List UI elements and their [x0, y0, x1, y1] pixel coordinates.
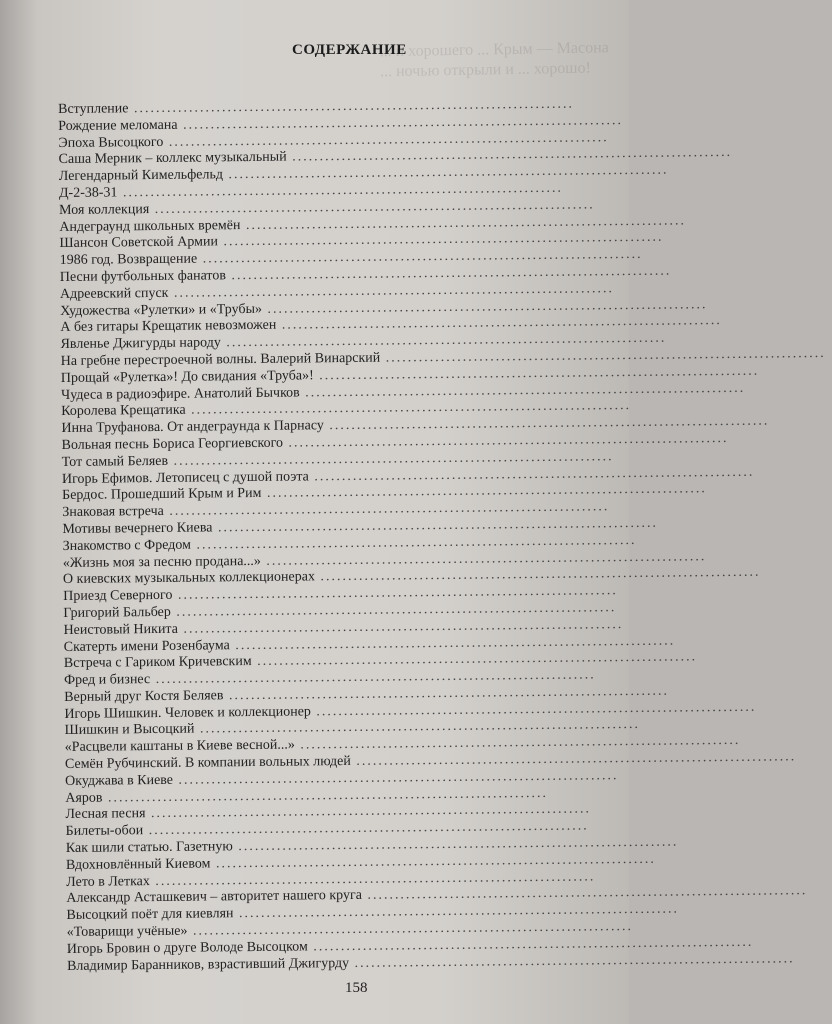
bleed-through-line: ... и хорошего ... Крым — Масона: [379, 39, 609, 61]
toc-leader-dots: ................................................................................: [212, 515, 659, 536]
toc-entry-title: Шансон Советской Армии: [59, 234, 219, 252]
toc-leader-dots: ................................................................................: [308, 464, 755, 484]
toc-leader-dots: ................................................................................: [168, 280, 614, 301]
table-of-contents: [58, 96, 826, 976]
toc-entry-title: Неистовый Никита: [63, 621, 178, 638]
toc-leader-dots: ................................................................................: [282, 430, 729, 451]
toc-entry-title: Адреевский спуск: [59, 285, 169, 302]
toc-leader-dots: ................................................................................: [286, 145, 733, 165]
toc-leader-dots: ................................................................................: [361, 883, 808, 904]
toc-entry-title: Приезд Северного: [63, 587, 173, 605]
toc-leader-dots: ................................................................................: [128, 96, 575, 117]
toc-entry-title: «Расцвели каштаны в Киеве весной...»: [64, 737, 295, 756]
toc-leader-dots: ................................................................................: [217, 230, 664, 250]
toc-leader-dots: ................................................................................: [197, 247, 643, 267]
toc-leader-dots: ................................................................................: [172, 768, 619, 788]
toc-leader-dots: ................................................................................: [299, 380, 746, 401]
toc-entry-title: Окуджава в Киеве: [65, 772, 174, 789]
toc-entry-title: Вдохновлённый Киевом: [65, 856, 211, 873]
toc-leader-dots: ................................................................................: [149, 197, 595, 217]
toc-leader-dots: ................................................................................: [117, 180, 564, 201]
toc-entry-title: Чудеса в радиоэфире. Анатолий Бычков: [60, 385, 300, 403]
toc-entry-title: Эпоха Высоцкого: [58, 134, 164, 151]
toc-leader-dots: ................................................................................: [187, 919, 634, 939]
bleed-through-text: [379, 38, 640, 103]
toc-entry-title: 1986 год. Возвращение: [59, 251, 198, 269]
toc-entry-title: Явленье Джигурды народу: [60, 335, 221, 353]
toc-entry-title: Художества «Рулетки» и «Трубы»: [60, 301, 263, 319]
toc-leader-dots: ................................................................................: [149, 869, 596, 889]
toc-entry-title: Мотивы вечернего Киева: [62, 520, 213, 537]
page-number: 158: [345, 980, 368, 996]
toc-leader-dots: ................................................................................: [143, 818, 589, 839]
page-title: СОДЕРЖАНИЕ: [292, 42, 407, 58]
toc-entry-title: Саша Мерник – коллекс музыкальный: [58, 149, 287, 168]
toc-entry-title: Д-2-38-31: [58, 185, 118, 201]
toc-entry-title: Бердос. Прошедший Крым и Рим: [62, 486, 262, 504]
toc-entry-title: «Жизнь моя за песню продана...»: [62, 553, 261, 571]
toc-leader-dots: ................................................................................: [210, 851, 656, 872]
toc-entry-title: «Товарищи учёные»: [66, 923, 188, 941]
toc-entry-title: Билеты-обои: [65, 823, 144, 840]
toc-leader-dots: ................................................................................: [240, 213, 687, 233]
toc-leader-dots: ................................................................................: [350, 749, 797, 770]
toc-leader-dots: ................................................................................: [223, 683, 669, 704]
toc-leader-dots: ................................................................................: [167, 448, 614, 469]
toc-entry-title: Вольная песнь Бориса Георгиевского: [61, 435, 284, 453]
toc-leader-dots: ................................................................................: [225, 263, 672, 284]
toc-leader-dots: ................................................................................: [349, 950, 795, 971]
toc-entry-title: Григорий Бальбер: [63, 604, 171, 621]
toc-entry-title: На гребне перестроечной волны. Валерий Винарский: [60, 350, 381, 369]
toc-leader-dots: ................................................................................: [220, 330, 667, 351]
toc-leader-dots: ................................................................................: [380, 345, 826, 366]
toc-entry-title: Королева Крещатика: [61, 403, 186, 420]
toc-leader-dots: ................................................................................: [310, 699, 757, 720]
toc-entry-title: Моя коллекция: [59, 201, 150, 218]
bleed-through-line: ... ночью открыли и ... хорошо!: [379, 59, 592, 81]
toc-leader-dots: ................................................................................: [232, 834, 679, 855]
toc-entry-title: Песни футбольных фанатов: [59, 268, 227, 285]
toc-leader-dots: ................................................................................: [163, 129, 609, 150]
toc-leader-dots: ................................................................................: [194, 717, 641, 738]
toc-entry-title: Александр Асташкевич – авторитет нашего круга: [66, 888, 362, 907]
toc-entry-title: Тот самый Беляев: [61, 453, 169, 470]
toc-entry-title: О киевских музыкальных коллекционерах: [62, 569, 316, 588]
toc-leader-dots: ................................................................................: [313, 363, 760, 384]
toc-entry-title: Скатерть имени Розенбаума: [63, 637, 230, 655]
toc-entry-title: Семён Рубчинский. В компании вольных людей: [64, 754, 351, 773]
toc-leader-dots: ................................................................................: [222, 162, 669, 183]
toc-leader-dots: ................................................................................: [145, 801, 592, 822]
toc-leader-dots: ................................................................................: [261, 296, 708, 317]
toc-entry-title: Игорь Бровин о друге Володе Высоцком: [66, 939, 308, 957]
toc-entry-title: Встреча с Гариком Кричевским: [63, 654, 252, 672]
toc-entry-title: Фред и бизнес: [63, 672, 151, 689]
toc-entry-title: Вступление: [58, 101, 129, 117]
toc-leader-dots: ................................................................................: [177, 112, 624, 133]
toc-entry-title: Игорь Шишкин. Человек и коллекционер: [64, 704, 311, 722]
toc-leader-dots: ................................................................................: [307, 934, 754, 955]
toc-entry-title: Рождение меломана: [58, 117, 178, 134]
toc-leader-dots: ................................................................................: [233, 901, 680, 922]
toc-entry-title: Легендарный Кимельфельд: [58, 167, 224, 185]
toc-entry-title: Лесная песня: [65, 806, 146, 823]
toc-leader-dots: ................................................................................: [150, 667, 596, 688]
toc-leader-dots: ................................................................................: [294, 733, 741, 753]
toc-leader-dots: ................................................................................: [261, 481, 707, 502]
toc-entry-title: Андеграунд школьных времён: [59, 217, 241, 235]
toc-leader-dots: ................................................................................: [170, 600, 617, 620]
toc-entry-title: Высоцкий поёт для киевлян: [66, 906, 234, 924]
toc-entry-title: Знаковая встреча: [62, 504, 164, 521]
toc-leader-dots: ................................................................................: [323, 413, 770, 434]
toc-leader-dots: ................................................................................: [314, 564, 761, 585]
toc-leader-dots: ................................................................................: [251, 649, 698, 670]
toc-leader-dots: ................................................................................: [190, 532, 637, 553]
toc-leader-dots: ................................................................................: [163, 499, 610, 520]
toc-entry-title: Лето в Летках: [66, 873, 150, 890]
toc-entry-title: А без гитары Крещатик невозможен: [60, 318, 277, 336]
toc-entry-title: Верный друг Костя Беляев: [64, 688, 224, 705]
toc-leader-dots: ................................................................................: [276, 313, 722, 334]
toc-entry-title: Прощай «Рулетка»! До свидания «Труба»!: [60, 368, 314, 386]
toc-entry-title: Как шили статью. Газетную: [65, 839, 233, 857]
toc-leader-dots: ................................................................................: [172, 583, 618, 603]
toc-leader-dots: ................................................................................: [260, 548, 707, 569]
toc-entry-title: Владимир Баранников, взрастивший Джигурду: [66, 955, 350, 974]
toc-leader-dots: ................................................................................: [185, 398, 632, 419]
toc-leader-dots: ................................................................................: [177, 616, 624, 637]
toc-entry-title: Шишкин и Высоцкий: [64, 722, 195, 739]
toc-entry-title: Аяров: [65, 790, 103, 806]
toc-entry-title: Знакомство с Фредом: [62, 537, 192, 554]
toc-entry-title: Игорь Ефимов. Летописец с душой поэта: [61, 468, 309, 487]
toc-leader-dots: ................................................................................: [102, 785, 549, 806]
toc-entry-title: Инна Труфанова. От андеграунда к Парнасу: [61, 418, 324, 437]
toc-leader-dots: ................................................................................: [229, 633, 676, 653]
